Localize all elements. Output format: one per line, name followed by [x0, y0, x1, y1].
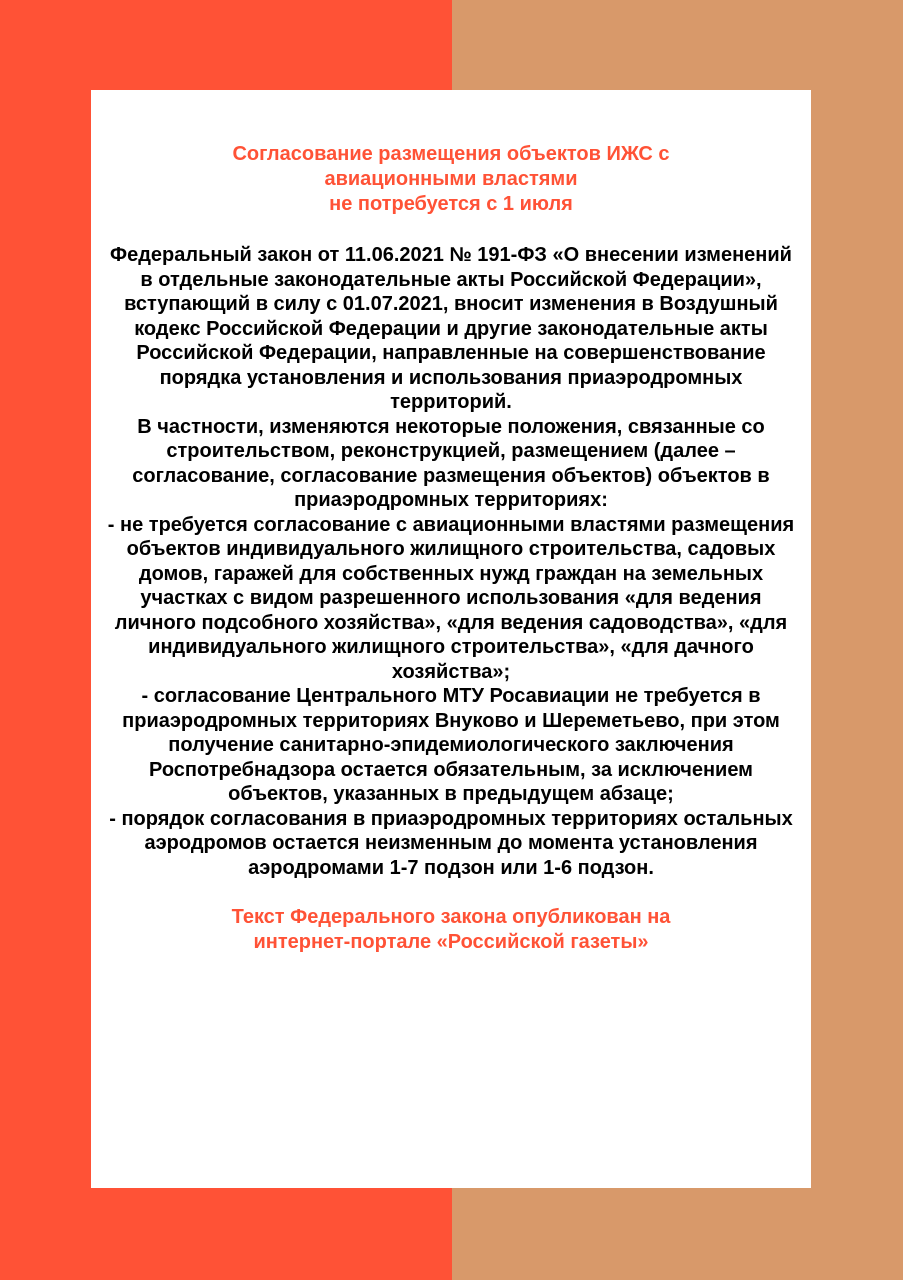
body-paragraph-intro: Федеральный закон от 11.06.2021 № 191-ФЗ «О внесении изменений в отдельные законодательные акты Российской Федерации», вступающий в силу с 01.07.2021, вносит изменения в Воздушный кодекс Российской Федерации и другие законодательные акты Российской Федерации, направленные на совершенствование порядка установления и использования приаэродромных территорий. [110, 244, 792, 413]
title-line: не потребуется с 1 июля [329, 193, 573, 215]
body-list-item-other-aerodromes: - порядок согласования в приаэродромных территориях остальных аэродромов остается неизменным до момента установления аэродромами 1-7 подзон или 1-6 подзон. [109, 807, 793, 879]
body-paragraph-changes: В частности, изменяются некоторые положения, связанные со строительством, реконструкцией, размещением (далее – согласование, согласование размещения объектов) объектов в приаэродромных территориях: [132, 415, 770, 511]
body-list-item-vnukovo-sheremetyevo: - согласование Центрального МТУ Росавиации не требуется в приаэродромных территориях Внуково и Шереметьево, при этом получение санитарно-эпидемиологического заключения Роспотребнадзора остается обязательным, за исключением объектов, указанных в предыдущем абзаце; [122, 685, 780, 805]
page-title [103, 142, 799, 217]
title-line: авиационными властями [324, 168, 578, 190]
footer-line: интернет-портале «Российской газеты» [253, 931, 649, 953]
content-card [91, 90, 811, 1188]
footer-note [103, 905, 799, 955]
footer-line: Текст Федерального закона опубликован на [231, 906, 671, 928]
article-body [103, 243, 799, 880]
body-list-item-izhs: - не требуется согласование с авиационными властями размещения объектов индивидуального жилищного строительства, садовых домов, гаражей для собственных нужд граждан на земельных участках с видом разрешенного использования «для ведения личного подсобного хозяйства», «для ведения садоводства», «для индивидуального жилищного строительства», «для дачного хозяйства»; [107, 513, 795, 683]
title-line: Согласование размещения объектов ИЖС с [232, 143, 670, 165]
